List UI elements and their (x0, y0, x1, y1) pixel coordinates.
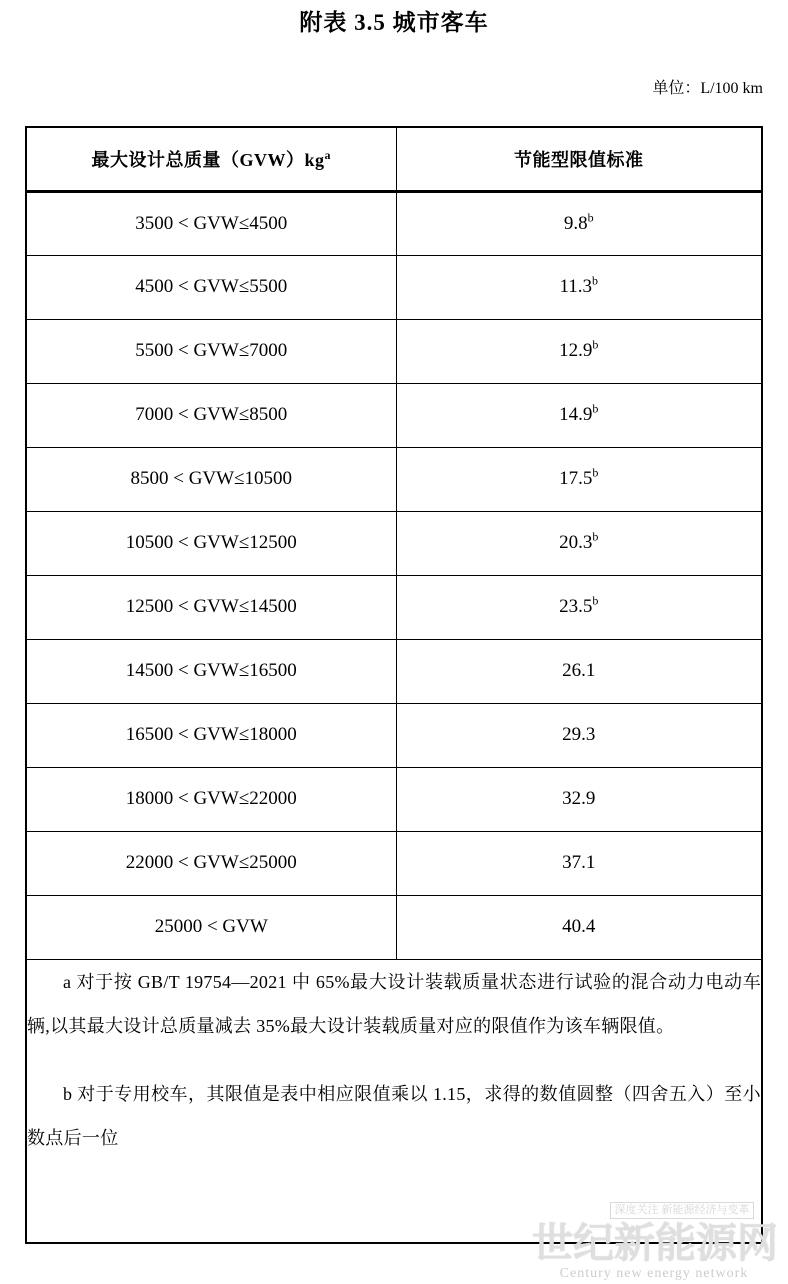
limit-value: 20.3 (559, 532, 593, 553)
limit-value-cell (396, 895, 762, 959)
limit-value-cell (396, 703, 762, 767)
gvw-range-cell: 12500 < GVW≤14500 (26, 575, 396, 639)
footnote-marker-b: b (592, 529, 599, 544)
gvw-range-cell: 14500 < GVW≤16500 (26, 639, 396, 703)
table-row (26, 319, 762, 383)
gvw-range-cell: 4500 < GVW≤5500 (26, 255, 396, 319)
footnote-marker-b: b (592, 465, 599, 480)
limit-value-cell (396, 511, 762, 575)
table-row (26, 511, 762, 575)
col-header-gvw (26, 127, 396, 191)
limit-value: 12.9 (559, 340, 593, 361)
watermark-subtitle: Century new energy network (559, 1266, 749, 1281)
table-row (26, 703, 762, 767)
table-row (26, 639, 762, 703)
limit-value: 32.9 (562, 788, 596, 809)
limit-value: 9.8 (563, 212, 588, 234)
gvw-range-cell: 22000 < GVW≤25000 (26, 831, 396, 895)
footnote-marker-b: b (592, 273, 599, 288)
limit-value-cell (396, 383, 762, 447)
gvw-range-cell: 3500 < GVW≤4500 (26, 191, 396, 255)
table-row (26, 895, 762, 959)
limit-value: 40.4 (562, 916, 596, 937)
fuel-limit-table (25, 126, 763, 1244)
footnote-marker-b: b (592, 401, 599, 416)
table-row (26, 831, 762, 895)
watermark-site-name: 世纪新能源网 (532, 1220, 778, 1266)
limit-value: 14.9 (559, 404, 593, 425)
limit-value: 11.3 (559, 276, 593, 297)
footnote-marker-b: b (587, 210, 594, 225)
gvw-range-cell: 7000 < GVW≤8500 (26, 383, 396, 447)
limit-value-cell (396, 831, 762, 895)
footnote-b: b 对于专用校车，其限值是表中相应限值乘以 1.15，求得的数值圆整（四舍五入）至小数点后一位 (27, 1083, 761, 1148)
footnote-a: a 对于按 GB/T 19754—2021 中 65%最大设计装载质量状态进行试验的混合动力电动车辆,以其最大设计总质量减去 35%最大设计装载质量对应的限值作为该车辆限值。 (27, 971, 761, 1036)
footnote-marker-b: b (592, 337, 599, 352)
footnote-marker-b: b (592, 593, 599, 608)
limit-value-cell (396, 255, 762, 319)
limit-value-cell (396, 319, 762, 383)
unit-label: 单位：L/100 km (652, 80, 763, 97)
table-row (26, 191, 762, 255)
watermark-tagline: 深度关注 新能源经济与变革 (610, 1202, 753, 1219)
limit-value: 29.3 (562, 724, 596, 745)
limit-value: 17.5 (559, 468, 593, 489)
col-header-gvw-label: 最大设计总质量（GVW）kg (91, 149, 325, 170)
footnote-marker-a: a (324, 147, 331, 162)
limit-value-cell (396, 575, 762, 639)
table-row (26, 767, 762, 831)
gvw-range-cell: 8500 < GVW≤10500 (26, 447, 396, 511)
limit-value-cell (396, 191, 762, 255)
col-header-limit: 节能型限值标准 (396, 127, 762, 191)
footnotes-cell (26, 959, 762, 1243)
gvw-range-cell: 25000 < GVW (26, 895, 396, 959)
table-row (26, 447, 762, 511)
page-title: 附表 3.5 城市客车 (299, 10, 489, 35)
table-body (26, 191, 762, 959)
limit-value: 37.1 (562, 852, 596, 873)
table-footnotes-section (26, 959, 762, 1243)
gvw-range-cell: 18000 < GVW≤22000 (26, 767, 396, 831)
header-row (26, 127, 762, 191)
table-header (26, 127, 762, 191)
limit-value-cell (396, 639, 762, 703)
limit-value: 26.1 (562, 660, 596, 681)
limit-value-cell (396, 447, 762, 511)
gvw-range-cell: 5500 < GVW≤7000 (26, 319, 396, 383)
table-row (26, 383, 762, 447)
gvw-range-cell: 16500 < GVW≤18000 (26, 703, 396, 767)
table-row (26, 255, 762, 319)
footnotes-row (26, 959, 762, 1243)
limit-value: 23.5 (559, 596, 593, 617)
table-row (26, 575, 762, 639)
gvw-range-cell: 10500 < GVW≤12500 (26, 511, 396, 575)
limit-value-cell (396, 767, 762, 831)
